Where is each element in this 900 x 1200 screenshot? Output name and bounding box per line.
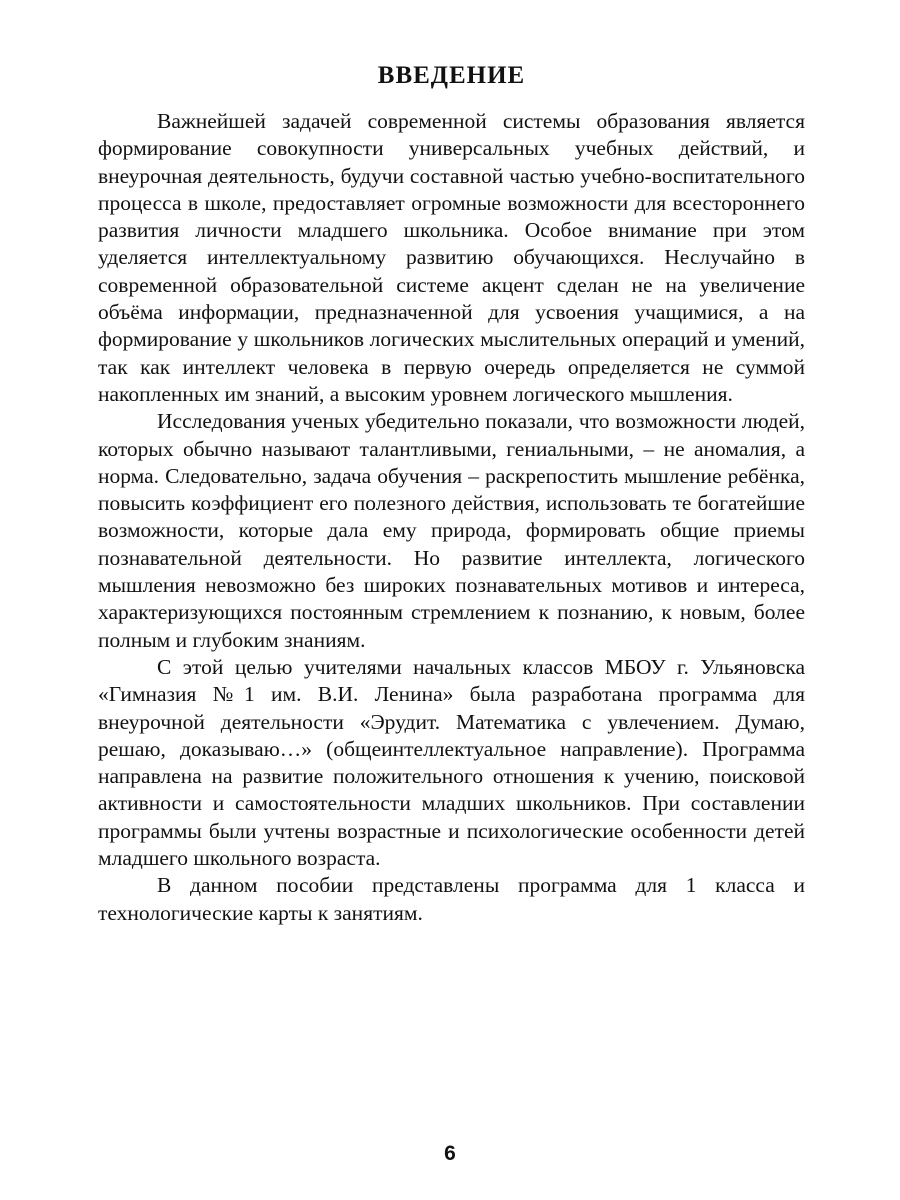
- paragraph-3: С этой целью учителями начальных классов МБОУ г. Ульяновска «Гимназия №1 им. В.И. Ленина» была разработана программа для внеурочной деятельности «Эрудит. Математика с увлечением. Думаю, решаю, доказываю…» (общеинтеллектуальное направление). Программа направлена на развитие положительного отношения к учению, поисковой активности и самостоятельности младших школьников. При составлении программы были учтены возрастные и психологические особенности детей младшего школьного возраста.: [98, 654, 805, 871]
- paragraph-1: Важнейшей задачей современной системы образования является формирование совокупности универсальных учебных действий, и внеурочная деятельность, будучи составной частью учебно-воспитательного процесса в школе, предоставляет огромные возможности для всестороннего развития личности младшего школьника. Особое внимание при этом уделяется интеллектуальному развитию обучающихся. Неслучайно в современной образовательной системе акцент сделан не на увеличение объёма информации, предназначенной для усвоения учащимися, а на формирование у школьников логических мыслительных операций и умений, так как интеллект человека в первую очередь определяется не суммой накопленных им знаний, а высоким уровнем логического мышления.: [98, 109, 805, 406]
- page-title: ВВЕДЕНИЕ: [377, 62, 526, 89]
- page-number: 6: [444, 1142, 456, 1165]
- paragraph-4: В данном пособии представлены программа для 1 класса и технологические карты к занятиям.: [98, 873, 805, 925]
- paragraph-2: Исследования ученых убедительно показали, что возможности людей, которых обычно называют талантливыми, гениальными, – не аномалия, а норма. Следовательно, задача обучения – раскрепостить мышление ребёнка, повысить коэффициент его полезного действия, использовать те богатейшие возможности, которые дала ему природа, формировать общие приемы познавательной деятельности. Но развитие интеллекта, логического мышления невозможно без широких познавательных мотивов и интереса, характеризующихся постоянным стремлением к познанию, к новым, более полным и глубоким знаниям.: [98, 409, 805, 652]
